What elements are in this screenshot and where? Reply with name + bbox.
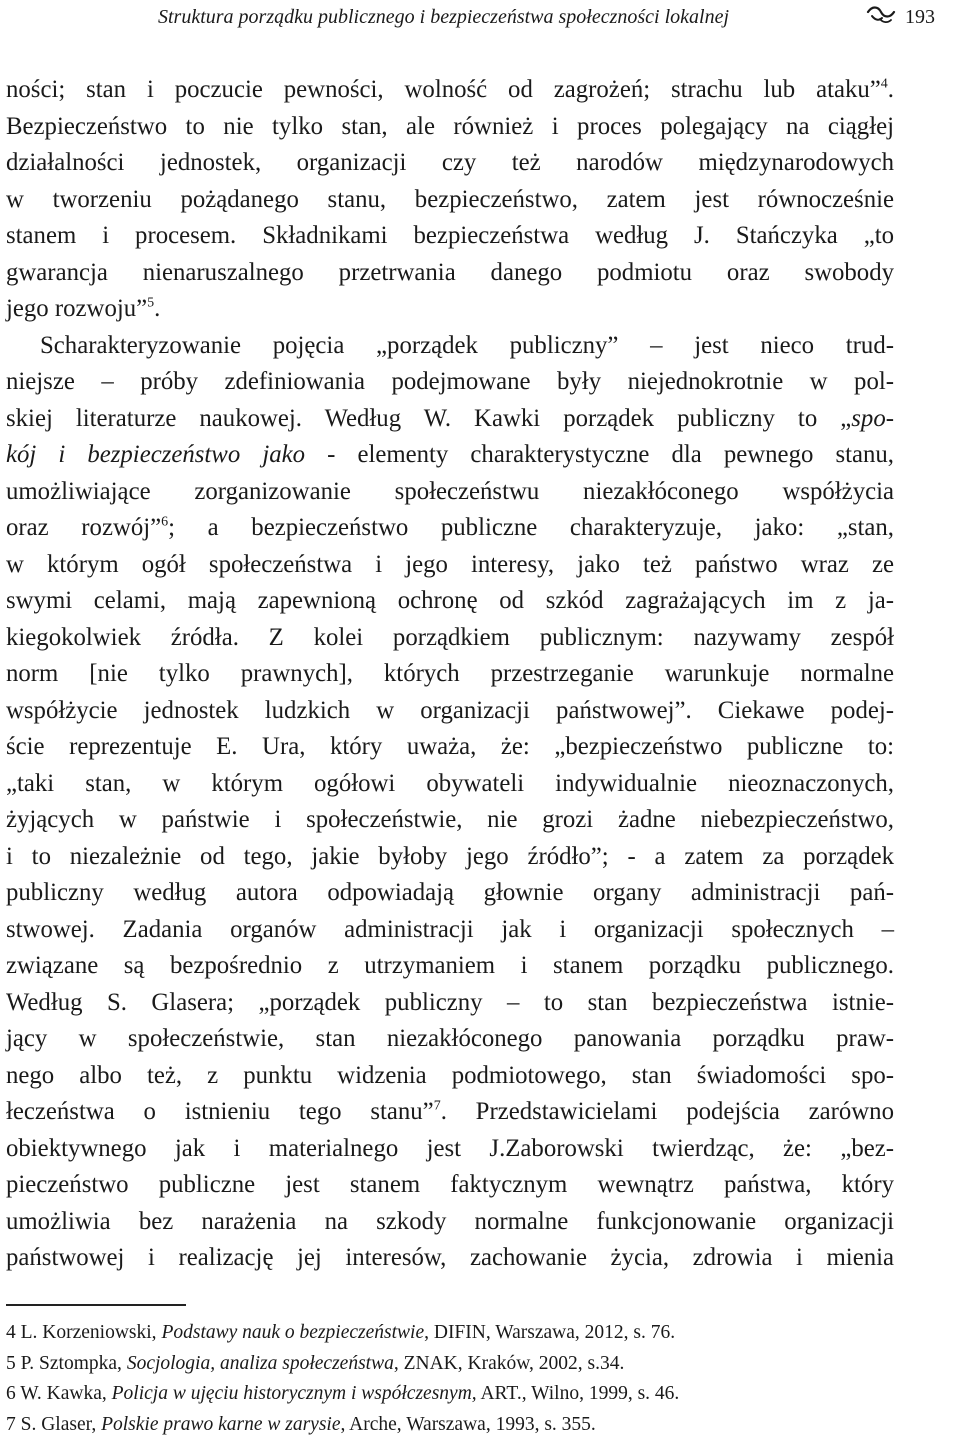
text-line: jący w społeczeństwie, stan niezakłóconego panowania porządku praw-: [6, 1025, 894, 1052]
footnote-7: 7 S. Glaser, Polskie prawo karne w zarysie, Arche, Warszawa, 1993, s. 355.: [6, 1413, 596, 1435]
text-line: żyjących w państwie i społeczeństwie, nie grozi żadne niebezpieczeństwo,: [6, 806, 894, 833]
footnote-ref: 7: [433, 1098, 441, 1114]
text-line: państwowej i realizację jej interesów, zachowanie życia, zdrowia i mienia: [6, 1244, 894, 1271]
text-line: ności; stan i poczucie pewności, wolność od zagrożeń; strachu lub ataku”$^4$.: [6, 76, 894, 103]
text-line: swymi celami, mają zapewnioną ochronę od szkód zagrażających im z ja-: [6, 587, 894, 614]
page-number: 193: [905, 6, 935, 28]
text-line: związane są bezpośrednio z utrzymaniem i stanem porządku publicznego.: [6, 952, 894, 979]
text-line: umożliwiające zorganizowanie społeczeństwu niezakłóconego współżycia: [6, 477, 894, 505]
text-line: Bezpieczeństwo to nie tylko stan, ale również i proces polegający na ciągłej: [6, 112, 894, 140]
text-line: „taki stan, w którym ogółowi obywateli indywidualnie nieoznaczonych,: [6, 769, 894, 797]
text-line: gwarancja nienaruszalnego przetrwania danego podmiotu oraz swobody: [6, 258, 894, 286]
text-line: kój i bezpieczeństwo jako - elementy charakterystyczne dla pewnego stanu,: [6, 441, 894, 468]
text-line: stanem i procesem. Składnikami bezpieczeństwa według J. Stańczyka „to: [6, 222, 894, 249]
text-line: umożliwia bez narażenia na szkody normalne funkcjonowanie organizacji: [6, 1207, 894, 1235]
text-line: jego rozwoju”$^5$.: [6, 295, 161, 322]
footnote-5: 5 P. Sztompka, Socjologia, analiza społeczeństwa, ZNAK, Kraków, 2002, s.34.: [6, 1352, 625, 1374]
footnote-6: 6 W. Kawka, Policja w ujęciu historycznym i współczesnym, ART., Wilno, 1999, s. 46.: [6, 1383, 680, 1404]
footnotes: [6, 1318, 906, 1440]
text-line: łeczeństwa o istnieniu tego stanu”$^7$. Przedstawicielami podejścia zarówno: [6, 1098, 894, 1125]
text-line: i to niezależnie od tego, jakie byłoby jego źródło”; - a zatem za porządek: [6, 842, 894, 870]
text-line: stwowej. Zadania organów administracji jak i organizacji społecznych –: [6, 915, 894, 943]
footnote-4: 4 L. Korzeniowski, Podstawy nauk o bezpieczeństwie, DIFIN, Warszawa, 2012, s. 76.: [6, 1322, 676, 1343]
text-line: w którym ogół społeczeństwa i jego interesy, jako też państwo wraz ze: [6, 550, 894, 578]
text-line: skiej literaturze naukowej. Według W. Kawki porządek publiczny to „spo-: [6, 404, 894, 432]
text-line: oraz rozwój”$^6$; a bezpieczeństwo publiczne charakteryzuje, jako: „stan,: [6, 514, 894, 541]
text-line: współżycie jednostek ludzkich w organizacji państwowej”. Ciekawe podej-: [6, 696, 894, 724]
text-line: ście reprezentuje E. Ura, który uważa, że: „bezpieczeństwo publiczne to:: [6, 733, 894, 760]
text-line: Według S. Glasera; „porządek publiczny – to stan bezpieczeństwa istnie-: [6, 988, 894, 1016]
text-line: Scharakteryzowanie pojęcia „porządek publiczny” – jest nieco trud-: [40, 331, 894, 359]
text-line: pieczeństwo publiczne jest stanem faktycznym wewnątrz państwa, który: [6, 1171, 894, 1198]
footnote-ref: 4: [880, 76, 888, 92]
text-line: kiegokolwiek źródła. Z kolei porządkiem publicznym: nazywamy zespół: [6, 623, 894, 651]
text-line: obiektywnego jak i materialnego jest J.Zaborowski twierdząc, że: „bez-: [6, 1134, 894, 1162]
running-header: [0, 0, 960, 40]
text-line: niejsze – próby zdefiniowania podejmowane były niejednokrotnie w pol-: [6, 368, 894, 395]
running-title: Struktura porządku publicznego i bezpieczeństwa społeczności lokalnej: [158, 6, 730, 28]
footnote-divider: [6, 1304, 186, 1306]
footnote-ref: 6: [161, 514, 169, 530]
text-line: działalności jednostek, organizacji czy też narodów międzynarodowych: [6, 149, 894, 176]
text-line: publiczny według autora odpowiadają głownie organy administracji pań-: [6, 879, 894, 906]
leaf-ornament-icon: [866, 4, 896, 26]
footnote-ref: 5: [147, 295, 155, 311]
text-line: w tworzeniu pożądanego stanu, bezpieczeństwo, zatem jest równocześnie: [6, 185, 894, 213]
text-line: norm [nie tylko prawnych], których przestrzeganie warunkuje normalne: [6, 660, 894, 687]
body-text: [6, 72, 894, 1277]
text-line: nego albo też, z punktu widzenia podmiotowego, stan świadomości spo-: [6, 1061, 894, 1089]
